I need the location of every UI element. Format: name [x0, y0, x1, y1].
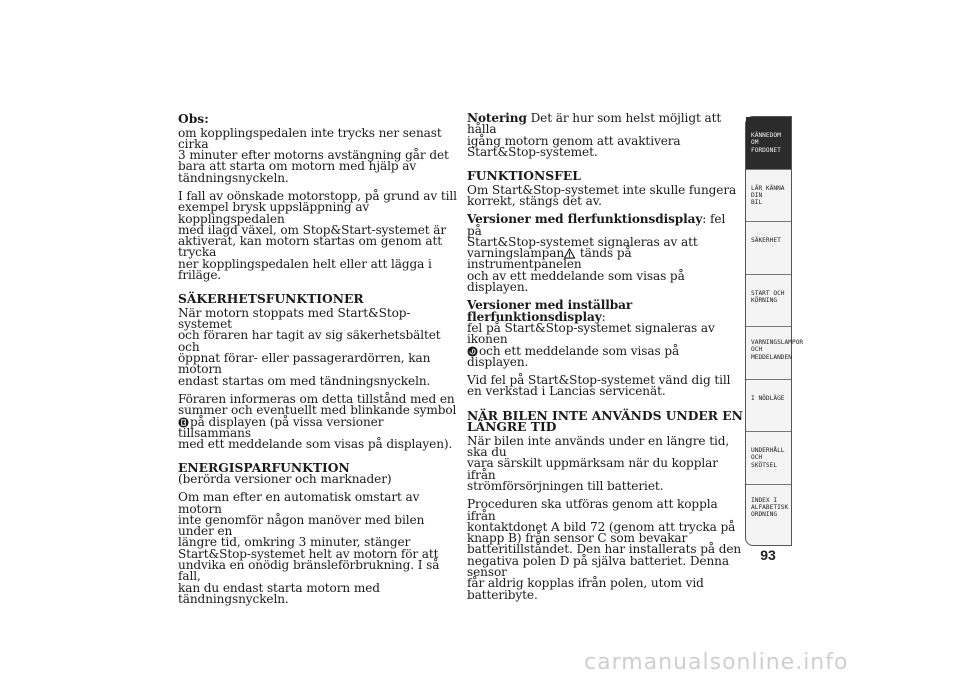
tab-kannedom-om-fordonet[interactable]: KÄNNEDOM OM FORDONET — [746, 117, 791, 170]
safety-text-b: på displayen (på vissa versioner tillsammans med ett meddelande som visas på displayen). — [178, 414, 453, 452]
left-column — [178, 113, 460, 612]
unused-paragraph-2: Proceduren ska utföras genom att koppla ifrån kontaktdonet A bild 72 (genom att trycka på knapp B) från sensor C som bevakar batteritillståndet. Den har installerats på den negativa polen D på själva batteriet. Denna sensor får aldrig kopplas ifrån polen, utom vid batteribyte. — [467, 497, 742, 602]
obs-heading: Obs: — [178, 111, 209, 126]
tab-lar-kanna-din-bil[interactable]: LÄR KÄNNA DIN BIL — [746, 170, 791, 223]
energy-heading: ENERGISPARFUNKTION — [178, 460, 350, 476]
tab-sakerhet[interactable]: SÄKERHET — [746, 222, 791, 275]
fault-heading: FUNKTIONSFEL — [467, 168, 581, 184]
chapter-tabs — [745, 116, 804, 546]
tab-start-och-korning[interactable]: START OCH KÖRNING — [746, 275, 791, 328]
safety-text-a: Föraren informeras om detta tillstånd med en summer och eventuellt med blinkande symbol — [178, 391, 457, 418]
unused-heading: NÄR BILEN INTE ANVÄNDS UNDER EN LÄNGRE TID — [467, 407, 743, 435]
service-paragraph: Vid fel på Start&Stop-systemet vänd dig till en verkstad i Lancias servicenät. — [467, 373, 731, 399]
obs-paragraph-2: I fall av oönskade motorstopp, på grund av till exempel brysk uppsläppning av kopplingspedalen med ilagd växel, om Stop&Start-systemet är aktiverat, kan motorn startas om genom att trycka ner kopplingspedalen helt eller att lägga i friläge. — [178, 188, 457, 283]
tab-index[interactable]: INDEX I ALFABETISK ORDNING — [751, 496, 789, 519]
multi-display-paragraph — [467, 214, 743, 293]
energy-paragraph: Om man efter en automatisk omstart av motorn inte genomför någon manöver med bilen under en längre tid, omkring 3 minuter, stänger Start&Stop-systemet helt av motorn för att undvika en onödig bränsleförbrukning. I så fall, kan du endast starta motorn med tändningsnyckeln. — [178, 490, 440, 606]
energy-subheading: (berörda versioner och marknader) — [178, 471, 392, 486]
note-paragraph — [467, 113, 743, 158]
tab-varningslampor[interactable]: VARNINGSLAMPOR OCH MEDDELANDEN — [746, 327, 791, 380]
right-column — [467, 113, 743, 608]
note-text: Det är hur som helst möjligt att hålla igång motorn genom att avaktivera Start&Stop-systemet. — [467, 111, 722, 159]
multi-display-text-b: tänds på instrumentpanelen och av ett meddelande som visas på displayen. — [467, 246, 685, 295]
note-lead: Notering — [467, 111, 527, 125]
multi-display-text-a: : fel på Start&Stop-systemet signaleras av att varningslampan — [467, 212, 726, 261]
adjustable-display-lead: Versioner med inställbar flerfunktionsdisplay — [467, 298, 633, 324]
safety-paragraph-2 — [178, 391, 460, 452]
adjustable-display-text-b: och ett meddelande som visas på displayen. — [467, 343, 680, 369]
safety-heading: SÄKERHETSFUNKTIONER — [178, 291, 364, 307]
adjustable-display-paragraph — [467, 300, 743, 368]
safety-paragraph: När motorn stoppats med Start&Stop-systemet och föraren har tagit av sig säkerhetsbältet och öppnat förar- eller passagerardörren, kan motorn endast startas om med tändningsnyckeln. — [178, 305, 441, 388]
obs-paragraph: om kopplingspedalen inte trycks ner senast cirka 3 minuter efter motorns avstängning går det bara att starta om motorn med hjälp av tändningsnyckeln. — [178, 125, 449, 185]
adjustable-display-text-a: : fel på Start&Stop-systemet signaleras av ikonen — [467, 309, 715, 347]
fault-paragraph: Om Start&Stop-systemet inte skulle fungera korrekt, stängs det av. — [467, 182, 737, 208]
multi-display-lead: Versioner med flerfunktionsdisplay — [467, 212, 703, 227]
unused-paragraph: När bilen inte används under en längre tid, ska du vara särskilt uppmärksam när du kopplar ifrån strömförsörjningen till batteriet. — [467, 433, 730, 493]
tab-underhall-och-skotsel[interactable]: UNDERHÅLL OCH SKÖTSEL — [746, 432, 791, 485]
page-number: 93 — [760, 547, 776, 563]
tab-i-nodlage[interactable]: I NÖDLÄGE — [746, 380, 791, 433]
watermark: carmanualsonline.info — [584, 650, 849, 675]
